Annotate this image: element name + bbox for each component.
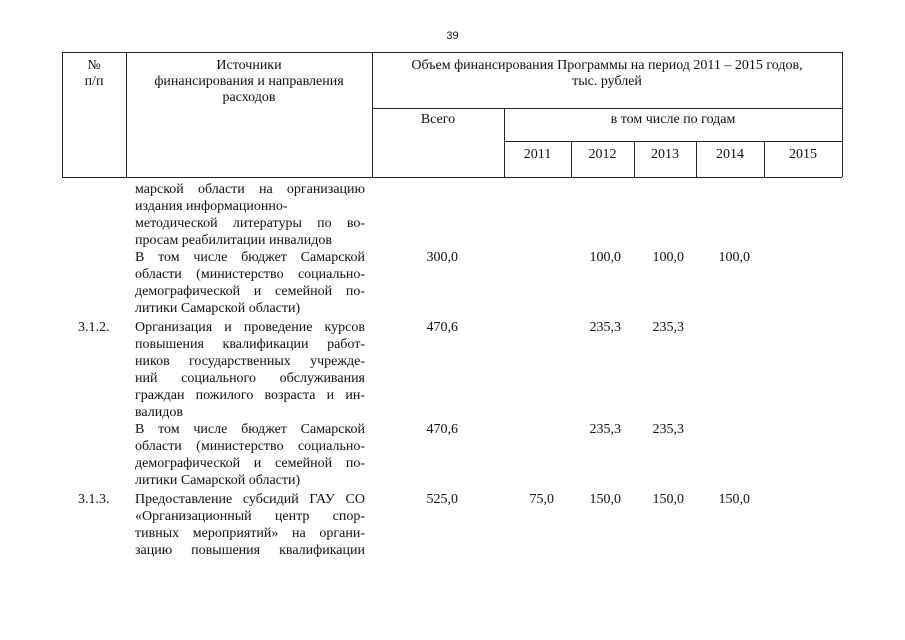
header-year-2015: 2015	[789, 147, 817, 162]
header-year-2012: 2012	[588, 147, 617, 162]
header-years-divider	[504, 141, 842, 142]
header-total: Всего	[420, 112, 456, 127]
row-1-2014: 100,0	[718, 250, 750, 265]
header-year-2013: 2013	[651, 147, 679, 162]
page-number: 39	[446, 30, 459, 42]
row-1-2012: 100,0	[589, 250, 621, 265]
row-1-2013: 100,0	[652, 250, 684, 265]
row-4-description: Предоставление субсидий ГАУ СО «Организационный центр спор- тивных мероприятий» на органи- зацию повышения квалификации	[135, 492, 365, 558]
row-2-2013: 235,3	[652, 320, 684, 335]
row-2-description: Организация и проведение курсов повышения квалификации работ- ников государственных учрежде- ний социального обслуживания граждан пожилого возраста и ин- валидов	[135, 320, 365, 420]
row-1-description: В том числе бюджет Самарской области (министерство социально- демографической и семейной по- литики Самарской области)	[135, 250, 365, 316]
row-3-description: В том числе бюджет Самарской области (министерство социально- демографической и семейной по- литики Самарской области)	[135, 422, 365, 488]
header-source-col: Источники финансирования и направления расходов	[154, 58, 344, 105]
table-top-border	[62, 52, 842, 53]
row-4-2014: 150,0	[718, 492, 750, 507]
row-2-total: 470,6	[426, 320, 458, 335]
header-by-years: в том числе по годам	[610, 112, 736, 127]
header-num-col: № п/п	[84, 58, 104, 89]
row-1-total: 300,0	[426, 250, 458, 265]
header-right-border	[842, 52, 843, 177]
row-3-2013: 235,3	[652, 422, 684, 437]
header-year-2011: 2011	[523, 147, 552, 162]
row-3-2012: 235,3	[589, 422, 621, 437]
header-bottom-border	[62, 177, 842, 178]
header-volume-title: Объем финансирования Программы на период 2011 – 2015 годов, тыс. рублей	[411, 58, 803, 89]
row-2-2012: 235,3	[589, 320, 621, 335]
row-4-2013: 150,0	[652, 492, 684, 507]
row-4-2012: 150,0	[589, 492, 621, 507]
row-4-2011: 75,0	[529, 492, 554, 507]
row-3-total: 470,6	[426, 422, 458, 437]
row-2-number: 3.1.2.	[78, 320, 110, 335]
header-year-2014: 2014	[716, 147, 744, 162]
row-0-description: марской области на организацию издания информационно- методической литературы по во- просам реабилитации инвалидов	[135, 182, 365, 248]
row-4-total: 525,0	[426, 492, 458, 507]
header-volume-divider	[372, 108, 842, 109]
row-4-number: 3.1.3.	[78, 492, 110, 507]
